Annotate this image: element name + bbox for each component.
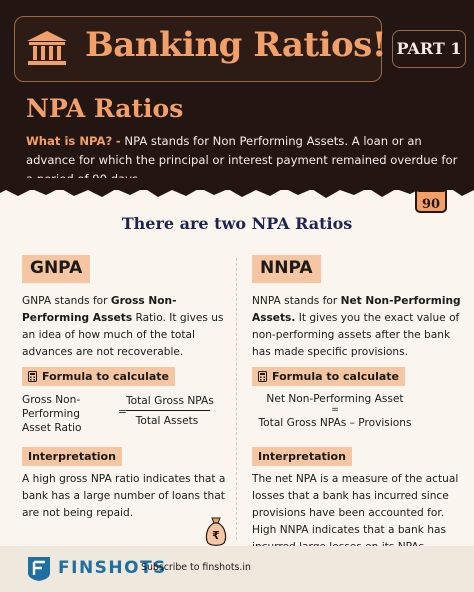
definition-question: What is NPA? bbox=[26, 134, 113, 148]
gnpa-formula-numerator: Total Gross NPAs bbox=[126, 395, 214, 407]
footer bbox=[0, 546, 474, 592]
gnpa-desc-prefix: GNPA stands for bbox=[22, 295, 111, 307]
section-title: NPA Ratios bbox=[26, 94, 184, 123]
column-divider bbox=[236, 258, 237, 540]
calendar-number: 90 bbox=[421, 197, 441, 212]
gnpa-formula bbox=[22, 393, 234, 433]
nnpa-formula-tag bbox=[252, 367, 405, 386]
definition-separator: - bbox=[115, 134, 121, 148]
bank-icon bbox=[25, 29, 69, 69]
gnpa-tag: GNPA bbox=[22, 255, 90, 283]
nnpa-formula-label: Formula to calculate bbox=[272, 370, 399, 383]
svg-text:₹: ₹ bbox=[212, 529, 220, 542]
nnpa-formula-equals: = bbox=[331, 405, 339, 415]
fraction-line bbox=[126, 410, 210, 411]
finshots-logo-icon bbox=[26, 554, 52, 582]
header-banner bbox=[0, 0, 474, 190]
nnpa-interpretation: The net NPA is a measure of the actual losses that a bank has incurred since provisions have been accounted for. High NNPA indicates that a bank has bbox=[252, 473, 459, 536]
part-label: PART 1 bbox=[396, 39, 462, 58]
torn-edge bbox=[0, 178, 474, 204]
money-bag-icon bbox=[204, 516, 228, 546]
nnpa-interpretation-tag: Interpretation bbox=[252, 447, 352, 466]
calculator-icon bbox=[28, 371, 37, 382]
nnpa-description bbox=[252, 293, 464, 361]
gnpa-formula-denominator: Total Assets bbox=[135, 415, 199, 427]
gnpa-interpretation: A high gross NPA ratio indicates that a bank has a large number of loans that are not being repaid. bbox=[22, 473, 226, 519]
page-title: Banking Ratios! bbox=[85, 25, 387, 65]
brand-name: FINSHOTS bbox=[58, 558, 167, 578]
gnpa-formula-tag bbox=[22, 367, 175, 386]
part-badge bbox=[392, 30, 466, 68]
nnpa-desc-bold: Net Non-Performing Assets. bbox=[252, 295, 461, 324]
gnpa-interpretation-tag: Interpretation bbox=[22, 447, 122, 466]
intro-heading: There are two NPA Ratios bbox=[121, 214, 353, 233]
nnpa-column bbox=[252, 255, 464, 536]
gnpa-formula-equals: = bbox=[118, 406, 127, 418]
nnpa-formula-numerator: Net Non-Performing Asset bbox=[266, 393, 404, 405]
gnpa-formula-lhs: Gross Non-Performing Asset Ratio bbox=[22, 394, 82, 434]
gnpa-column bbox=[22, 255, 234, 519]
gnpa-desc-bold: Gross Non-Performing Assets bbox=[22, 295, 177, 324]
nnpa-formula-denominator: Total Gross NPAs – Provisions bbox=[258, 417, 412, 429]
nnpa-formula bbox=[252, 393, 464, 433]
gnpa-desc-suffix: Ratio. It gives us an idea of how much of the total advances are not recoverable. bbox=[22, 312, 224, 358]
nnpa-tag: NNPA bbox=[252, 255, 321, 283]
nnpa-desc-prefix: NNPA stands for bbox=[252, 295, 341, 307]
definition-text: NPA stands for Non Performing Assets. A loan or an advance for which the principal or interest payment remained overdue for bbox=[26, 134, 458, 167]
subscribe-link[interactable]: Subscribe to finshots.in bbox=[141, 562, 251, 573]
gnpa-description bbox=[22, 293, 234, 361]
calendar-icon bbox=[414, 180, 448, 214]
title-box bbox=[14, 16, 387, 82]
nnpa-desc-suffix: It gives you the exact value of non-performing assets after the bank has made specific provisions. bbox=[252, 312, 460, 358]
gnpa-formula-label: Formula to calculate bbox=[42, 370, 169, 383]
calculator-icon bbox=[258, 371, 267, 382]
